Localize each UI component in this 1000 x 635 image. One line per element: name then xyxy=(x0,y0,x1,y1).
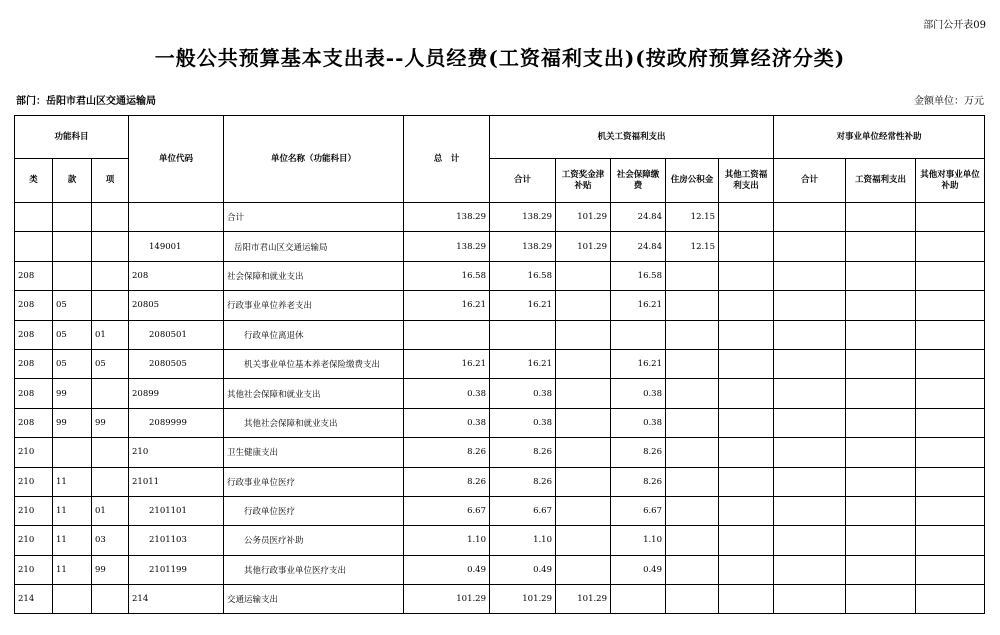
cell-org-subtotal: 0.49 xyxy=(490,555,556,584)
page-title: 一般公共预算基本支出表--人员经费(工资福利支出)(按政府预算经济分类) xyxy=(154,46,846,70)
cell-org-subtotal xyxy=(490,320,556,349)
cell-lei: 208 xyxy=(15,291,53,320)
cell-xiang: 05 xyxy=(92,349,129,378)
header-total: 总 计 xyxy=(404,116,490,203)
cell-inst-subtotal xyxy=(774,379,846,408)
cell-lei xyxy=(15,203,53,232)
cell-org-social: 16.58 xyxy=(611,261,666,290)
cell-org-social: 16.21 xyxy=(611,291,666,320)
cell-xiang: 01 xyxy=(92,496,129,525)
cell-lei: 208 xyxy=(15,349,53,378)
cell-inst-other xyxy=(916,203,985,232)
cell-name: 行政事业单位医疗 xyxy=(224,467,404,496)
cell-name: 行政单位医疗 xyxy=(224,496,404,525)
cell-total: 16.21 xyxy=(404,291,490,320)
cell-org-subtotal: 16.58 xyxy=(490,261,556,290)
cell-total: 6.67 xyxy=(404,496,490,525)
cell-org-salary xyxy=(556,408,611,437)
cell-org-salary xyxy=(556,291,611,320)
cell-org-other xyxy=(719,555,774,584)
cell-inst-other xyxy=(916,585,985,614)
cell-name: 机关事业单位基本养老保险缴费支出 xyxy=(224,349,404,378)
cell-org-social: 16.21 xyxy=(611,349,666,378)
cell-total: 138.29 xyxy=(404,203,490,232)
cell-code: 20899 xyxy=(129,379,224,408)
cell-org-salary: 101.29 xyxy=(556,585,611,614)
cell-org-social: 6.67 xyxy=(611,496,666,525)
table-row xyxy=(15,585,985,614)
cell-inst-other xyxy=(916,438,985,467)
header-org-welfare-group: 机关工资福利支出 xyxy=(490,116,774,159)
cell-total: 16.21 xyxy=(404,349,490,378)
cell-org-housing xyxy=(666,379,719,408)
cell-kuan: 05 xyxy=(53,320,92,349)
cell-org-subtotal: 16.21 xyxy=(490,291,556,320)
cell-org-subtotal: 138.29 xyxy=(490,232,556,261)
cell-org-other xyxy=(719,349,774,378)
cell-xiang xyxy=(92,261,129,290)
cell-org-subtotal: 16.21 xyxy=(490,349,556,378)
cell-org-social: 0.38 xyxy=(611,379,666,408)
table-row xyxy=(15,232,985,261)
cell-org-subtotal: 0.38 xyxy=(490,408,556,437)
header-row-1 xyxy=(15,116,985,159)
department-label: 部门：岳阳市君山区交通运输局 xyxy=(16,96,156,107)
cell-lei: 208 xyxy=(15,379,53,408)
cell-org-salary xyxy=(556,349,611,378)
cell-xiang: 01 xyxy=(92,320,129,349)
cell-org-other xyxy=(719,203,774,232)
cell-org-social: 8.26 xyxy=(611,438,666,467)
cell-org-salary xyxy=(556,438,611,467)
cell-org-subtotal: 101.29 xyxy=(490,585,556,614)
cell-org-social: 0.49 xyxy=(611,555,666,584)
cell-org-housing xyxy=(666,349,719,378)
cell-org-housing xyxy=(666,467,719,496)
cell-xiang xyxy=(92,438,129,467)
header-org-housing: 住房公积金 xyxy=(666,159,719,203)
cell-xiang xyxy=(92,585,129,614)
header-lei: 类 xyxy=(15,159,53,203)
cell-total: 8.26 xyxy=(404,467,490,496)
cell-lei: 208 xyxy=(15,408,53,437)
cell-org-salary xyxy=(556,496,611,525)
cell-org-other xyxy=(719,526,774,555)
cell-total: 0.38 xyxy=(404,379,490,408)
cell-name: 卫生健康支出 xyxy=(224,438,404,467)
cell-kuan xyxy=(53,261,92,290)
cell-lei: 208 xyxy=(15,261,53,290)
cell-xiang: 99 xyxy=(92,408,129,437)
header-unit-code: 单位代码 xyxy=(129,116,224,203)
cell-total: 138.29 xyxy=(404,232,490,261)
cell-lei: 210 xyxy=(15,467,53,496)
table-row xyxy=(15,526,985,555)
cell-kuan xyxy=(53,438,92,467)
cell-inst-welfare xyxy=(846,408,916,437)
cell-xiang xyxy=(92,203,129,232)
cell-kuan: 11 xyxy=(53,526,92,555)
cell-total: 101.29 xyxy=(404,585,490,614)
cell-org-social: 1.10 xyxy=(611,526,666,555)
cell-org-housing: 12.15 xyxy=(666,232,719,261)
header-org-social: 社会保障缴费 xyxy=(611,159,666,203)
cell-kuan xyxy=(53,585,92,614)
form-number: 部门公开表09 xyxy=(923,20,986,31)
cell-org-subtotal: 6.67 xyxy=(490,496,556,525)
cell-org-subtotal: 8.26 xyxy=(490,438,556,467)
cell-name: 合计 xyxy=(224,203,404,232)
cell-inst-subtotal xyxy=(774,496,846,525)
budget-table xyxy=(14,115,985,614)
cell-name: 公务员医疗补助 xyxy=(224,526,404,555)
cell-inst-welfare xyxy=(846,467,916,496)
cell-org-housing xyxy=(666,320,719,349)
header-org-salary: 工资奖金津补贴 xyxy=(556,159,611,203)
cell-code: 20805 xyxy=(129,291,224,320)
cell-inst-other xyxy=(916,349,985,378)
cell-org-other xyxy=(719,438,774,467)
header-institution-subsidy-group: 对事业单位经常性补助 xyxy=(774,116,985,159)
cell-total: 16.58 xyxy=(404,261,490,290)
cell-inst-subtotal xyxy=(774,555,846,584)
cell-code: 2089999 xyxy=(129,408,224,437)
header-inst-other: 其他对事业单位补助 xyxy=(916,159,985,203)
cell-inst-subtotal xyxy=(774,585,846,614)
cell-code: 214 xyxy=(129,585,224,614)
table-row xyxy=(15,349,985,378)
cell-code: 2080501 xyxy=(129,320,224,349)
cell-org-housing xyxy=(666,496,719,525)
table-row xyxy=(15,291,985,320)
cell-org-other xyxy=(719,496,774,525)
cell-kuan xyxy=(53,232,92,261)
cell-org-other xyxy=(719,379,774,408)
cell-code: 2080505 xyxy=(129,349,224,378)
cell-inst-other xyxy=(916,320,985,349)
cell-inst-welfare xyxy=(846,232,916,261)
cell-total: 1.10 xyxy=(404,526,490,555)
cell-inst-welfare xyxy=(846,496,916,525)
cell-kuan: 11 xyxy=(53,467,92,496)
cell-inst-other xyxy=(916,379,985,408)
cell-org-salary xyxy=(556,261,611,290)
cell-inst-welfare xyxy=(846,349,916,378)
cell-inst-welfare xyxy=(846,585,916,614)
cell-org-housing xyxy=(666,291,719,320)
cell-org-other xyxy=(719,320,774,349)
cell-name: 岳阳市君山区交通运输局 xyxy=(224,232,404,261)
cell-org-subtotal: 0.38 xyxy=(490,379,556,408)
cell-org-social xyxy=(611,320,666,349)
cell-kuan: 05 xyxy=(53,291,92,320)
cell-xiang: 99 xyxy=(92,555,129,584)
table-row xyxy=(15,379,985,408)
cell-org-subtotal: 1.10 xyxy=(490,526,556,555)
cell-xiang xyxy=(92,291,129,320)
cell-inst-subtotal xyxy=(774,408,846,437)
cell-org-other xyxy=(719,291,774,320)
cell-inst-welfare xyxy=(846,203,916,232)
cell-code: 208 xyxy=(129,261,224,290)
cell-org-other xyxy=(719,232,774,261)
cell-name: 行政单位离退休 xyxy=(224,320,404,349)
cell-inst-other xyxy=(916,261,985,290)
cell-inst-other xyxy=(916,467,985,496)
header-kuan: 款 xyxy=(53,159,92,203)
cell-name: 其他社会保障和就业支出 xyxy=(224,379,404,408)
cell-inst-other xyxy=(916,291,985,320)
cell-inst-other xyxy=(916,496,985,525)
cell-org-salary xyxy=(556,320,611,349)
cell-xiang xyxy=(92,467,129,496)
cell-lei: 214 xyxy=(15,585,53,614)
cell-code: 2101199 xyxy=(129,555,224,584)
cell-lei xyxy=(15,232,53,261)
cell-inst-welfare xyxy=(846,379,916,408)
cell-xiang: 03 xyxy=(92,526,129,555)
cell-org-housing: 12.15 xyxy=(666,203,719,232)
table-row xyxy=(15,261,985,290)
header-func-subject: 功能科目 xyxy=(15,116,129,159)
cell-inst-welfare xyxy=(846,555,916,584)
cell-code: 210 xyxy=(129,438,224,467)
amount-unit-label: 金额单位：万元 xyxy=(914,96,984,107)
table-row xyxy=(15,496,985,525)
table-row xyxy=(15,467,985,496)
cell-lei: 210 xyxy=(15,496,53,525)
cell-xiang xyxy=(92,379,129,408)
cell-kuan: 99 xyxy=(53,408,92,437)
header-xiang: 项 xyxy=(92,159,129,203)
cell-inst-other xyxy=(916,555,985,584)
header-inst-welfare: 工资福利支出 xyxy=(846,159,916,203)
cell-total: 8.26 xyxy=(404,438,490,467)
cell-org-social: 8.26 xyxy=(611,467,666,496)
cell-org-social: 24.84 xyxy=(611,203,666,232)
cell-org-subtotal: 138.29 xyxy=(490,203,556,232)
cell-name: 其他社会保障和就业支出 xyxy=(224,408,404,437)
cell-inst-subtotal xyxy=(774,291,846,320)
cell-kuan xyxy=(53,203,92,232)
cell-total xyxy=(404,320,490,349)
cell-org-housing xyxy=(666,261,719,290)
cell-name: 其他行政事业单位医疗支出 xyxy=(224,555,404,584)
cell-lei: 210 xyxy=(15,526,53,555)
cell-inst-welfare xyxy=(846,320,916,349)
cell-inst-welfare xyxy=(846,526,916,555)
cell-org-other xyxy=(719,467,774,496)
cell-name: 社会保障和就业支出 xyxy=(224,261,404,290)
cell-inst-welfare xyxy=(846,438,916,467)
cell-kuan: 99 xyxy=(53,379,92,408)
header-org-other: 其他工资福利支出 xyxy=(719,159,774,203)
cell-code: 2101103 xyxy=(129,526,224,555)
cell-inst-other xyxy=(916,408,985,437)
cell-code: 21011 xyxy=(129,467,224,496)
cell-total: 0.49 xyxy=(404,555,490,584)
cell-lei: 210 xyxy=(15,555,53,584)
cell-inst-subtotal xyxy=(774,467,846,496)
cell-code: 2101101 xyxy=(129,496,224,525)
cell-org-social: 0.38 xyxy=(611,408,666,437)
cell-inst-other xyxy=(916,526,985,555)
header-unit-name: 单位名称（功能科目） xyxy=(224,116,404,203)
cell-org-housing xyxy=(666,408,719,437)
cell-org-other xyxy=(719,585,774,614)
cell-xiang xyxy=(92,232,129,261)
cell-org-housing xyxy=(666,526,719,555)
table-row xyxy=(15,320,985,349)
header-org-subtotal: 合计 xyxy=(490,159,556,203)
cell-inst-subtotal xyxy=(774,261,846,290)
cell-inst-subtotal xyxy=(774,203,846,232)
cell-org-housing xyxy=(666,438,719,467)
header-inst-subtotal: 合计 xyxy=(774,159,846,203)
cell-inst-subtotal xyxy=(774,349,846,378)
cell-inst-subtotal xyxy=(774,526,846,555)
cell-lei: 208 xyxy=(15,320,53,349)
cell-inst-welfare xyxy=(846,291,916,320)
cell-kuan: 11 xyxy=(53,496,92,525)
cell-kuan: 05 xyxy=(53,349,92,378)
cell-org-housing xyxy=(666,555,719,584)
cell-name: 行政事业单位养老支出 xyxy=(224,291,404,320)
cell-inst-subtotal xyxy=(774,232,846,261)
cell-org-salary xyxy=(556,379,611,408)
table-row xyxy=(15,408,985,437)
cell-org-salary xyxy=(556,526,611,555)
cell-org-social: 24.84 xyxy=(611,232,666,261)
cell-org-salary: 101.29 xyxy=(556,232,611,261)
cell-code xyxy=(129,203,224,232)
cell-org-other xyxy=(719,261,774,290)
cell-name: 交通运输支出 xyxy=(224,585,404,614)
cell-org-housing xyxy=(666,585,719,614)
cell-kuan: 11 xyxy=(53,555,92,584)
cell-inst-subtotal xyxy=(774,438,846,467)
cell-inst-subtotal xyxy=(774,320,846,349)
cell-org-salary xyxy=(556,467,611,496)
cell-org-subtotal: 8.26 xyxy=(490,467,556,496)
table-row xyxy=(15,555,985,584)
cell-total: 0.38 xyxy=(404,408,490,437)
table-row xyxy=(15,203,985,232)
cell-org-other xyxy=(719,408,774,437)
cell-inst-welfare xyxy=(846,261,916,290)
cell-org-salary: 101.29 xyxy=(556,203,611,232)
cell-code: 149001 xyxy=(129,232,224,261)
cell-inst-other xyxy=(916,232,985,261)
cell-org-social xyxy=(611,585,666,614)
cell-lei: 210 xyxy=(15,438,53,467)
table-row xyxy=(15,438,985,467)
cell-org-salary xyxy=(556,555,611,584)
